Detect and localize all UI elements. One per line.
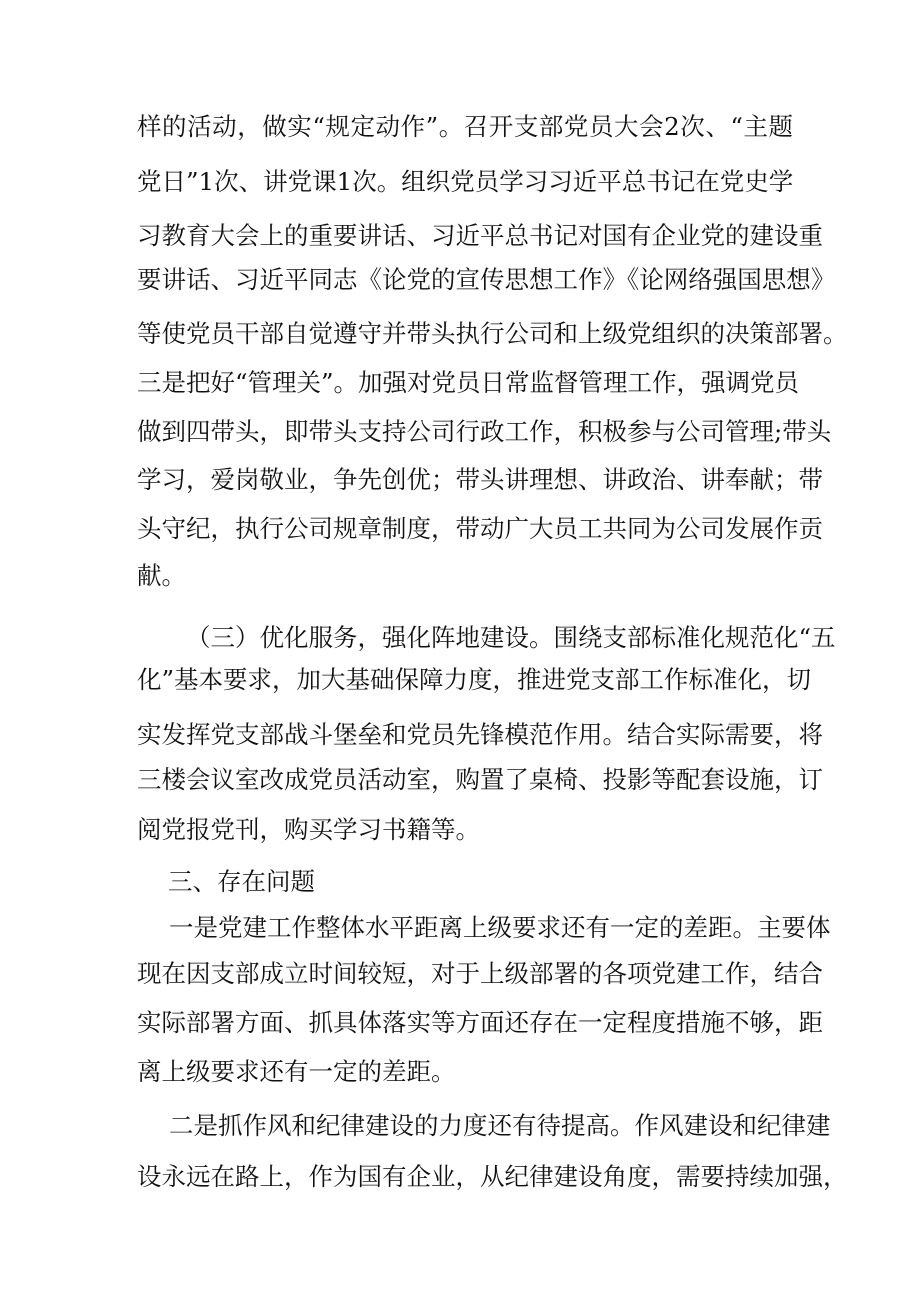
text-line: 习教育大会上的重要讲话、习近平总书记对国有企业党的建设重 [137, 221, 823, 250]
text-line: 党日”1次、讲党课1次。组织党员学习习近平总书记在党史学 [137, 167, 794, 196]
text-line: 化”基本要求，加大基础保障力度，推进党支部工作标准化，切 [137, 665, 812, 694]
text-line: 实发挥党支部战斗堡垒和党员先锋模范作用。结合实际需要，将 [137, 720, 823, 749]
text-line: 三是把好“管理关”。加强对党员日常监督管理工作，强调党员 [137, 368, 800, 397]
text-line: 阅党报党刊，购买学习书籍等。 [137, 815, 480, 844]
text-line: 现在因支部成立时间较短，对于上级部署的各项党建工作，结合 [137, 959, 823, 988]
text-line: 要讲话、习近平同志《论党的宣传思想工作》《论网络强国思想》 [137, 265, 836, 294]
text-line: 做到四带头，即带头支持公司行政工作，积极参与公司管理;带头 [137, 417, 832, 446]
text-line: 离上级要求还有一定的差距。 [137, 1057, 456, 1086]
text-line: 一是党建工作整体水平距离上级要求还有一定的差距。主要体 [169, 913, 831, 942]
text-line: 二是抓作风和纪律建设的力度还有待提高。作风建设和纪律建 [169, 1111, 831, 1140]
text-line: 三楼会议室改成党员活动室，购置了桌椅、投影等配套设施，订 [137, 765, 823, 794]
text-line: 实际部署方面、抓具体落实等方面还存在一定程度措施不够，距 [137, 1008, 823, 1037]
text-line: 设永远在路上，作为国有企业，从纪律建设角度，需要持续加强， [137, 1162, 848, 1191]
text-line: 学习，爱岗敬业，争先创优；带头讲理想、讲政治、讲奉献；带 [137, 465, 823, 494]
text-line: 样的活动，做实“规定动作”。召开支部党员大会2次、“主题 [137, 112, 793, 141]
text-line: 头守纪，执行公司规章制度，带动广大员工共同为公司发展作贡 [137, 514, 823, 543]
section-heading-3: （三）优化服务，强化阵地建设。围绕支部标准化规范化“五 [186, 623, 836, 652]
text-line: 献。 [137, 561, 186, 590]
text-line: 等使党员干部自觉遵守并带头执行公司和上级党组织的决策部署。 [137, 319, 848, 348]
section-heading-problems: 三、存在问题 [168, 867, 315, 896]
